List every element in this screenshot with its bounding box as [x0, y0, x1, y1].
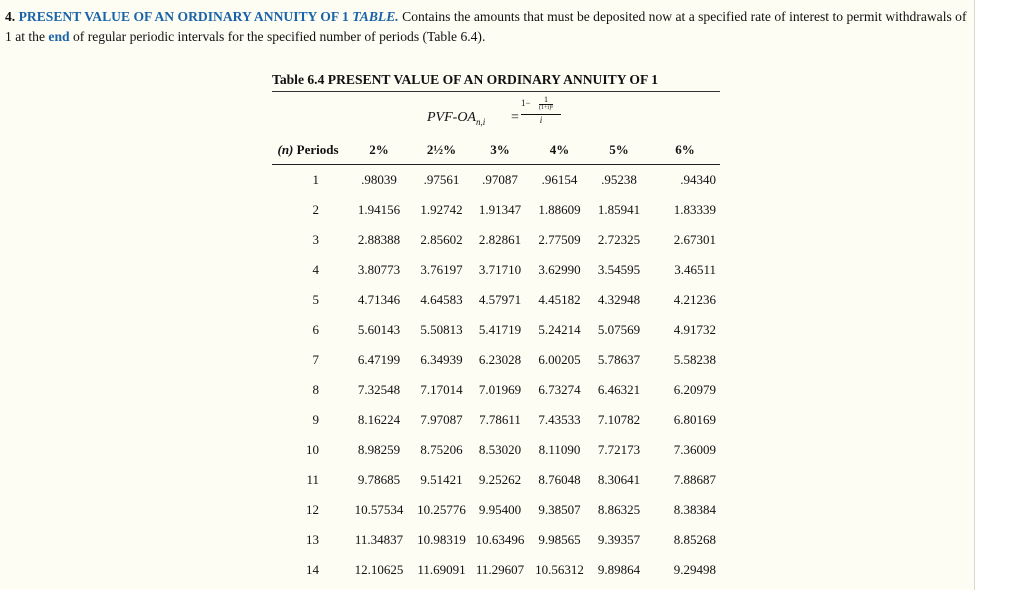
value-cell: 9.98565	[538, 532, 581, 547]
header-rate: 3%	[469, 136, 531, 165]
value-cell: .97561	[423, 172, 460, 187]
value-cell: 4.57971	[478, 292, 522, 307]
value-cell: 9.78685	[357, 472, 401, 487]
value-cell: 9.51421	[420, 472, 463, 487]
value-cell: 9.39357	[597, 532, 641, 547]
value-cell: 11.34837	[354, 532, 404, 547]
header-rate: 4%	[531, 136, 588, 165]
value-cell: 1.85941	[597, 202, 641, 217]
value-cell: .97087	[482, 172, 518, 187]
period-cell: 9	[312, 412, 319, 427]
period-cell: 5	[312, 292, 319, 307]
value-cell: 2.72325	[597, 232, 641, 247]
value-cell: 3.54595	[597, 262, 641, 277]
intro-paragraph	[5, 7, 970, 47]
value-cell: 2.88388	[357, 232, 401, 247]
period-cell: 2	[312, 202, 319, 217]
period-cell: 7	[312, 352, 319, 367]
value-cell: 8.53020	[478, 442, 522, 457]
value-cell: 2.67301	[673, 232, 716, 247]
value-cell: 8.16224	[357, 412, 401, 427]
header-rate: 2%	[344, 136, 414, 165]
value-cell: 2.77509	[538, 232, 581, 247]
value-cell: 4.21236	[673, 292, 716, 307]
value-cell: 9.38507	[538, 502, 581, 517]
period-cell: 4	[312, 262, 319, 277]
table-row	[272, 435, 720, 465]
value-cell: 9.89864	[597, 562, 641, 577]
table-row	[272, 495, 720, 525]
value-cell: 5.07569	[597, 322, 641, 337]
table-caption: Table 6.4 PRESENT VALUE OF AN ORDINARY ANNUITY OF 1	[272, 72, 658, 87]
intro-text-1: Contains the amounts that must be deposited now at a specified rate of interest to permit withdrawals of 1 at the	[5, 9, 967, 44]
value-cell: 1.83339	[673, 202, 716, 217]
value-cell: 7.10782	[597, 412, 641, 427]
annuity-table	[272, 136, 720, 585]
value-cell: .98039	[361, 172, 397, 187]
value-cell: 3.62990	[538, 262, 581, 277]
value-cell: 7.97087	[420, 412, 463, 427]
table-row	[272, 195, 720, 225]
value-cell: 2.82861	[478, 232, 522, 247]
value-cell: 5.58238	[673, 352, 716, 367]
header-rate: 6%	[650, 136, 720, 165]
period-cell: 1	[312, 172, 319, 187]
value-cell: 1.92742	[420, 202, 463, 217]
header-rate: 2½%	[414, 136, 469, 165]
value-cell: 8.38384	[673, 502, 716, 517]
value-cell: 12.10625	[354, 562, 404, 577]
right-gutter	[975, 0, 1024, 590]
period-cell: 10	[306, 442, 319, 457]
value-cell: 7.72173	[597, 442, 641, 457]
value-cell: 5.60143	[357, 322, 401, 337]
value-cell: .94340	[680, 172, 716, 187]
value-cell: 4.45182	[538, 292, 581, 307]
value-cell: 8.98259	[357, 442, 401, 457]
value-cell: 10.63496	[475, 532, 525, 547]
table-row	[272, 555, 720, 585]
formula-inner-numerator: 1	[539, 96, 553, 105]
value-cell: 10.57534	[354, 502, 404, 517]
header-row	[272, 136, 720, 165]
value-cell: 2.85602	[420, 232, 463, 247]
value-cell: 1.94156	[357, 202, 401, 217]
period-cell: 13	[306, 532, 319, 547]
value-cell: 8.86325	[597, 502, 641, 517]
period-cell: 6	[312, 322, 319, 337]
value-cell: 6.80169	[673, 412, 716, 427]
period-cell: 3	[312, 232, 319, 247]
table-row	[272, 375, 720, 405]
table-row	[272, 165, 720, 196]
table-row	[272, 315, 720, 345]
value-cell: 3.80773	[357, 262, 401, 277]
value-cell: 7.32548	[357, 382, 401, 397]
value-cell: 9.95400	[478, 502, 522, 517]
value-cell: 6.47199	[357, 352, 401, 367]
value-cell: 1.91347	[478, 202, 522, 217]
value-cell: 7.43533	[538, 412, 581, 427]
table-row	[272, 285, 720, 315]
value-cell: 9.25262	[478, 472, 522, 487]
table-row	[272, 405, 720, 435]
value-cell: 8.85268	[673, 532, 716, 547]
value-cell: 3.76197	[420, 262, 463, 277]
value-cell: .95238	[601, 172, 637, 187]
value-cell: 5.24214	[538, 322, 581, 337]
formula-lhs: PVF-$OA_{n,i}$	[427, 110, 486, 127]
formula-subscript: n,i	[475, 116, 486, 127]
value-cell: 11.69091	[417, 562, 466, 577]
value-cell: 10.98319	[417, 532, 466, 547]
formula-denominator: i	[539, 115, 543, 125]
table-row	[272, 225, 720, 255]
caption-rule	[272, 91, 720, 92]
table-row	[272, 465, 720, 495]
highlight-end: end	[48, 29, 70, 44]
value-cell: 5.41719	[478, 322, 522, 337]
value-cell: 7.88687	[673, 472, 716, 487]
value-cell: 7.78611	[479, 412, 521, 427]
period-cell: 11	[306, 472, 319, 487]
value-cell: 3.46511	[674, 262, 716, 277]
value-cell: 4.32948	[597, 292, 641, 307]
value-cell: 7.17014	[420, 382, 463, 397]
item-heading-italic: TABLE.	[352, 9, 399, 24]
value-cell: 10.56312	[535, 562, 584, 577]
value-cell: 4.91732	[673, 322, 716, 337]
formula-one-minus: 1−	[521, 98, 531, 108]
value-cell: 8.11090	[538, 442, 581, 457]
value-cell: 6.73274	[538, 382, 581, 397]
value-cell: 6.34939	[420, 352, 463, 367]
period-cell: 8	[312, 382, 319, 397]
item-number: 4.	[5, 9, 16, 24]
value-cell: 9.29498	[673, 562, 716, 577]
header-rate: 5%	[588, 136, 650, 165]
value-cell: 8.30641	[597, 472, 641, 487]
formula-fraction	[521, 96, 561, 126]
value-cell: 3.71710	[478, 262, 522, 277]
value-cell: 1.88609	[538, 202, 581, 217]
value-cell: 5.50813	[420, 322, 463, 337]
value-cell: 4.64583	[420, 292, 463, 307]
value-cell: 4.71346	[357, 292, 401, 307]
period-cell: 14	[306, 562, 319, 577]
table-row	[272, 255, 720, 285]
value-cell: 5.78637	[597, 352, 641, 367]
table-row	[272, 525, 720, 555]
table-row	[272, 345, 720, 375]
value-cell: 6.46321	[597, 382, 641, 397]
header-periods: (n) Periods	[272, 136, 344, 165]
formula-inner-denominator: (1+i)ⁿ	[539, 105, 553, 111]
value-cell: 11.29607	[475, 562, 525, 577]
value-cell: 6.23028	[478, 352, 522, 367]
value-cell: 7.36009	[673, 442, 716, 457]
intro-text-2: of regular periodic intervals for the specified number of periods (Table 6.4).	[72, 29, 486, 44]
formula-equals: =	[511, 110, 519, 125]
value-cell: 8.75206	[420, 442, 463, 457]
item-heading: PRESENT VALUE OF AN ORDINARY ANNUITY OF 1	[18, 9, 349, 24]
value-cell: 10.25776	[417, 502, 466, 517]
value-cell: .96154	[541, 172, 578, 187]
value-cell: 7.01969	[478, 382, 522, 397]
value-cell: 6.20979	[673, 382, 716, 397]
period-cell: 12	[306, 502, 319, 517]
value-cell: 8.76048	[538, 472, 581, 487]
value-cell: 6.00205	[538, 352, 581, 367]
